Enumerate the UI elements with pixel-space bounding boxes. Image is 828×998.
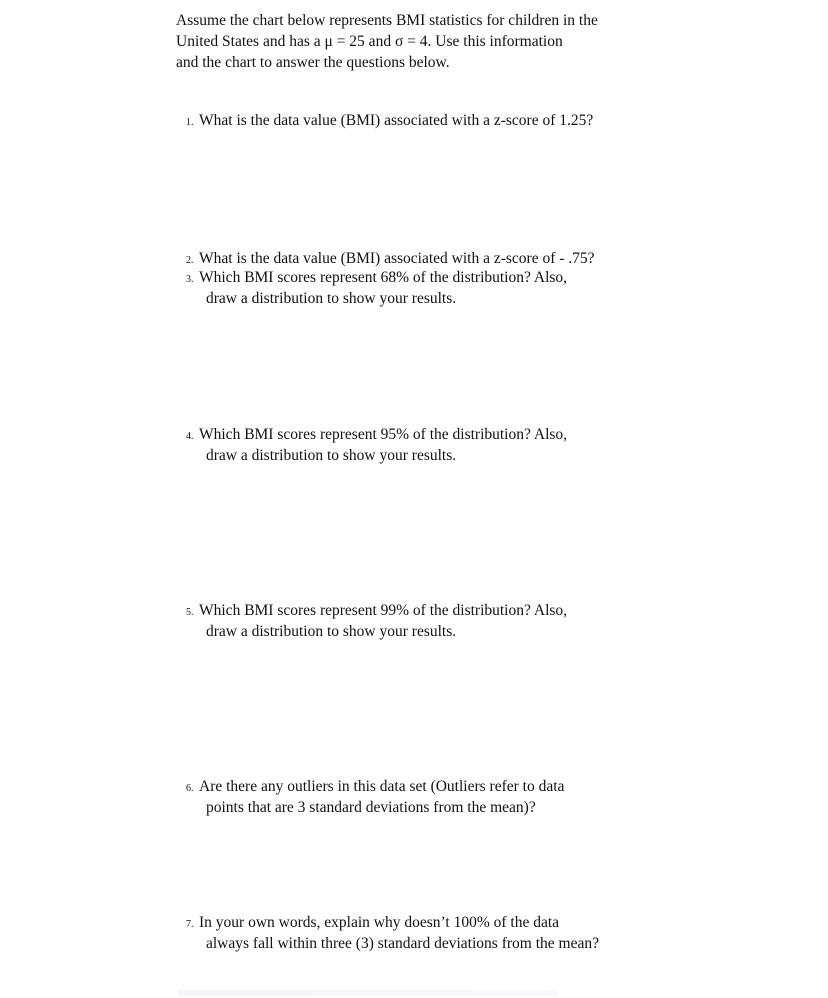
question-text: What is the data value (BMI) associated with a z-score of 1.25? xyxy=(199,112,594,129)
question-number: 4. xyxy=(186,431,194,442)
question-text: What is the data value (BMI) associated with a z-score of - .75? xyxy=(199,250,595,267)
question-number: 7. xyxy=(186,919,194,930)
question-4 xyxy=(186,426,567,465)
question-number: 3. xyxy=(186,274,194,285)
question-text: Are there any outliers in this data set (Outliers refer to data xyxy=(199,778,565,795)
question-number: 2. xyxy=(186,255,194,266)
question-1 xyxy=(186,112,593,133)
question-text: In your own words, explain why doesn’t 100% of the data xyxy=(199,914,560,931)
question-5 xyxy=(186,602,567,641)
question-number: 5. xyxy=(186,607,194,618)
question-text-continued: draw a distribution to show your results. xyxy=(206,622,457,640)
question-text-continued: draw a distribution to show your results. xyxy=(206,289,457,307)
question-text-continued: draw a distribution to show your results. xyxy=(206,446,457,464)
question-text: Which BMI scores represent 99% of the distribution? Also, xyxy=(199,602,568,619)
intro-paragraph xyxy=(176,10,646,73)
question-number: 1. xyxy=(186,117,194,128)
question-2 xyxy=(186,250,595,271)
question-number: 6. xyxy=(186,783,194,794)
question-text-continued: always fall within three (3) standard deviations from the mean? xyxy=(206,934,599,952)
question-7 xyxy=(186,914,599,953)
question-text: Which BMI scores represent 95% of the distribution? Also, xyxy=(199,426,568,443)
intro-line: Assume the chart below represents BMI statistics for children in the xyxy=(176,12,598,29)
question-3 xyxy=(186,269,567,308)
faded-text-remnant xyxy=(178,990,558,996)
question-6 xyxy=(186,778,564,817)
question-text-continued: points that are 3 standard deviations from the mean)? xyxy=(206,798,536,816)
intro-line: and the chart to answer the questions below. xyxy=(176,54,450,71)
question-text: Which BMI scores represent 68% of the distribution? Also, xyxy=(199,269,568,286)
intro-line: United States and has a μ = 25 and σ = 4. Use this information xyxy=(176,33,563,50)
